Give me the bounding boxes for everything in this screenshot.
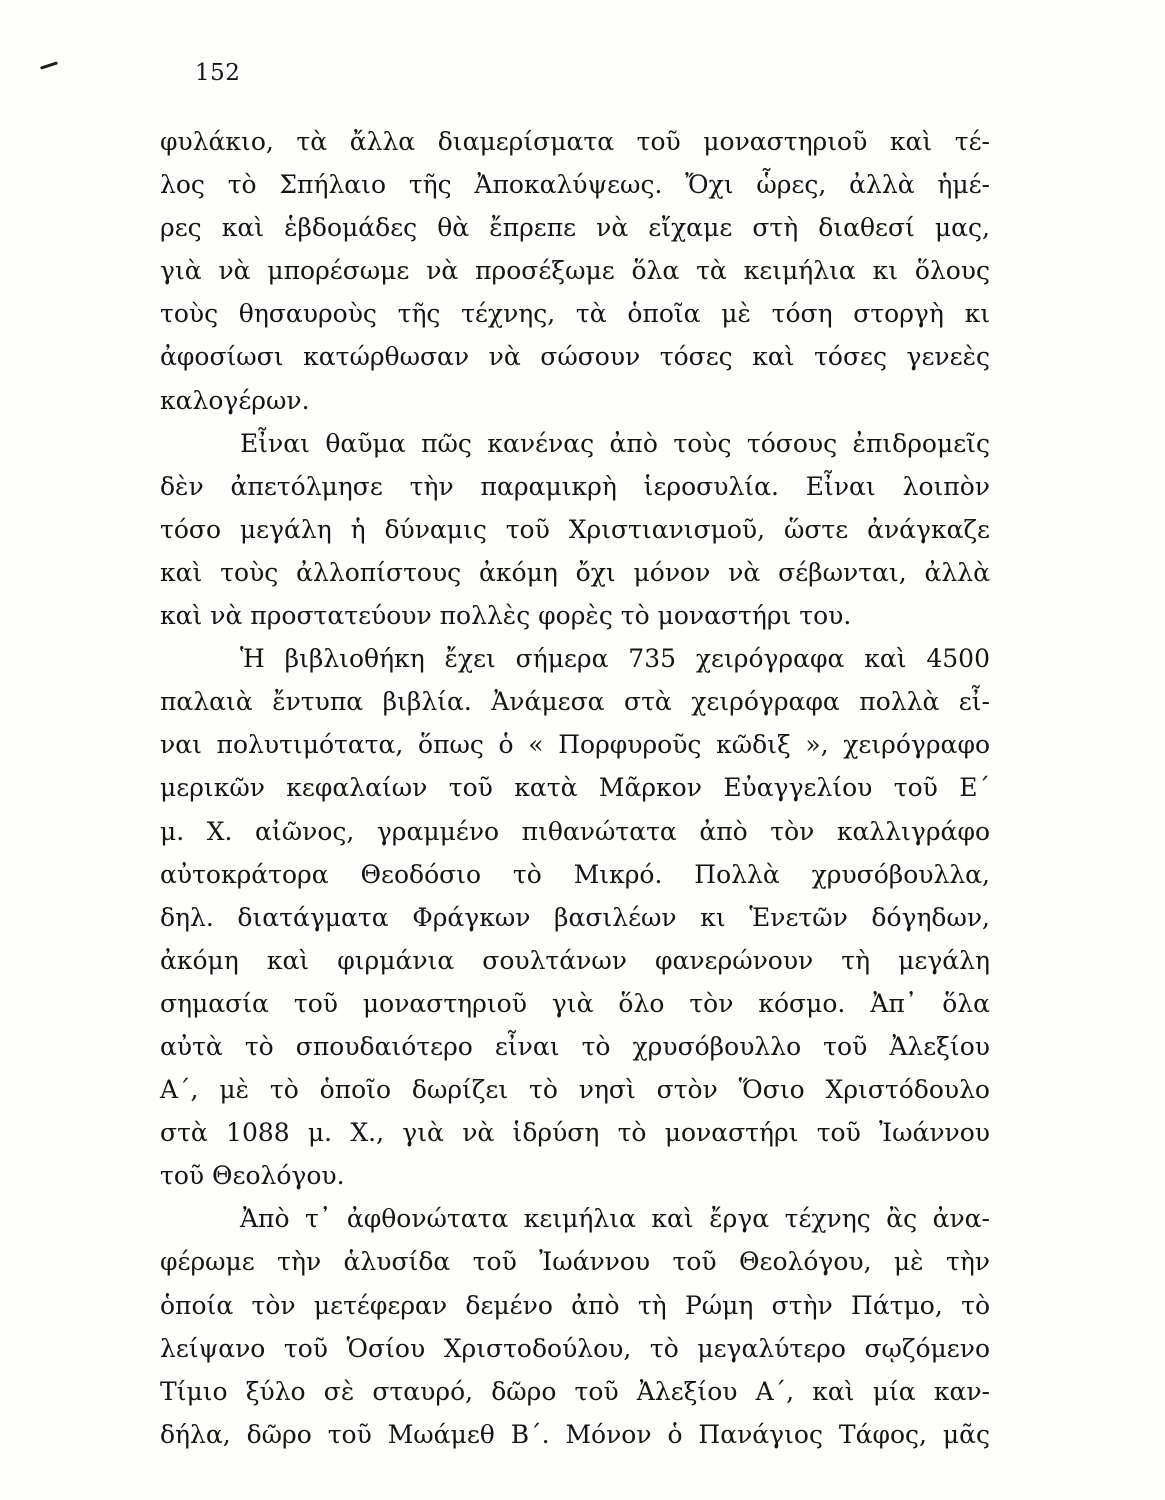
text-line: μερικῶν κεφαλαίων τοῦ κατὰ Μᾶρκον Εὐαγγελίου τοῦ Ε´	[160, 773, 990, 803]
text-line: τόσο μεγάλη ἡ δύναμις τοῦ Χριστιανισμοῦ, ὥστε ἀνάγκαζε	[160, 514, 990, 544]
body-text	[160, 120, 990, 1456]
text-line: παλαιὰ ἔντυπα βιβλία. Ἀνάμεσα στὰ χειρόγραφα πολλὰ εἶ-	[160, 687, 990, 717]
text-line: ὁποία τὸν μετέφεραν δεμένο ἀπὸ τὴ Ρώμη στὴν Πάτμο, τὸ	[160, 1290, 990, 1320]
text-line: στὰ 1088 μ. Χ., γιὰ νὰ ἱδρύση τὸ μοναστήρι τοῦ Ἰωάννου	[160, 1118, 990, 1148]
text-line: καλογέρων.	[160, 385, 310, 415]
text-line: μ. Χ. αἰῶνος, γραμμένο πιθανώτατα ἀπὸ τὸν καλλιγράφο	[160, 816, 990, 846]
text-line: καὶ τοὺς ἀλλοπίστους ἀκόμη ὄχι μόνον νὰ σέβωνται, ἀλλὰ	[160, 557, 990, 587]
text-line: Α´, μὲ τὸ ὁποῖο δωρίζει τὸ νησὶ στὸν Ὅσιο Χριστόδουλο	[160, 1075, 990, 1105]
text-line: σημασία τοῦ μοναστηριοῦ γιὰ ὅλο τὸν κόσμο. Ἀπ᾽ ὅλα	[160, 988, 990, 1018]
text-line: ἀφοσίωσι κατώρθωσαν νὰ σώσουν τόσες καὶ τόσες γενεὲς	[160, 342, 990, 372]
text-line: φυλάκιο, τὰ ἄλλα διαμερίσματα τοῦ μοναστηριοῦ καὶ τέ-	[160, 127, 990, 156]
text-line: φέρωμε τὴν ἁλυσίδα τοῦ Ἰωάννου τοῦ Θεολόγου, μὲ τὴν	[160, 1247, 990, 1277]
text-line: δηλ. διατάγματα Φράγκων βασιλέων κι Ἑνετῶν δόγηδων,	[160, 902, 990, 932]
page-number: 152	[195, 60, 241, 86]
text-line: δήλα, δῶρο τοῦ Μωάμεθ Β´. Μόνον ὁ Πανάγιος Τάφος, μᾶς	[160, 1419, 990, 1449]
text-line: καὶ νὰ προστατεύουν πολλὲς φορὲς τὸ μοναστήρι του.	[160, 601, 852, 631]
text-line: Ἀπὸ τ᾽ ἀφθονώτατα κειμήλια καὶ ἔργα τέχνης ἂς ἀνα-	[240, 1204, 990, 1234]
text-line: τοῦ Θεολόγου.	[160, 1161, 345, 1191]
text-line: Ἡ βιβλιοθήκη ἔχει σήμερα 735 χειρόγραφα καὶ 4500	[240, 644, 990, 674]
text-line: ναι πολυτιμότατα, ὅπως ὁ « Πορφυροῦς κῶδιξ », χειρόγραφο	[160, 730, 990, 760]
pencil-mark	[40, 61, 58, 69]
text-line: γιὰ νὰ μπορέσωμε νὰ προσέξωμε ὅλα τὰ κειμήλια κι ὅλους	[160, 256, 990, 286]
text-line: αὐτὰ τὸ σπουδαιότερο εἶναι τὸ χρυσόβουλλο τοῦ Ἀλεξίου	[160, 1031, 990, 1061]
text-line: λείψανο τοῦ Ὁσίου Χριστοδούλου, τὸ μεγαλύτερο σῳζόμενο	[160, 1333, 990, 1363]
text-line: Τίμιο ξύλο σὲ σταυρό, δῶρο τοῦ Ἀλεξίου Α´, καὶ μία καν-	[160, 1376, 990, 1406]
text-line: Εἶναι θαῦμα πῶς κανένας ἀπὸ τοὺς τόσους ἐπιδρομεῖς	[240, 428, 990, 458]
text-line: ρες καὶ ἑβδομάδες θὰ ἔπρεπε νὰ εἴχαμε στὴ διαθεσί μας,	[160, 213, 990, 243]
text-line: λος τὸ Σπήλαιο τῆς Ἀποκαλύψεως. Ὄχι ὧρες, ἀλλὰ ἡμέ-	[160, 170, 990, 200]
text-line: δὲν ἀπετόλμησε τὴν παραμικρὴ ἱεροσυλία. Εἶναι λοιπὸν	[160, 471, 990, 501]
text-line: αὐτοκράτορα Θεοδόσιο τὸ Μικρό. Πολλὰ χρυσόβουλλα,	[160, 859, 990, 889]
text-line: τοὺς θησαυροὺς τῆς τέχνης, τὰ ὁποῖα μὲ τόση στοργὴ κι	[160, 299, 990, 329]
text-line: ἀκόμη καὶ φιρμάνια σουλτάνων φανερώνουν τὴ μεγάλη	[160, 945, 990, 975]
